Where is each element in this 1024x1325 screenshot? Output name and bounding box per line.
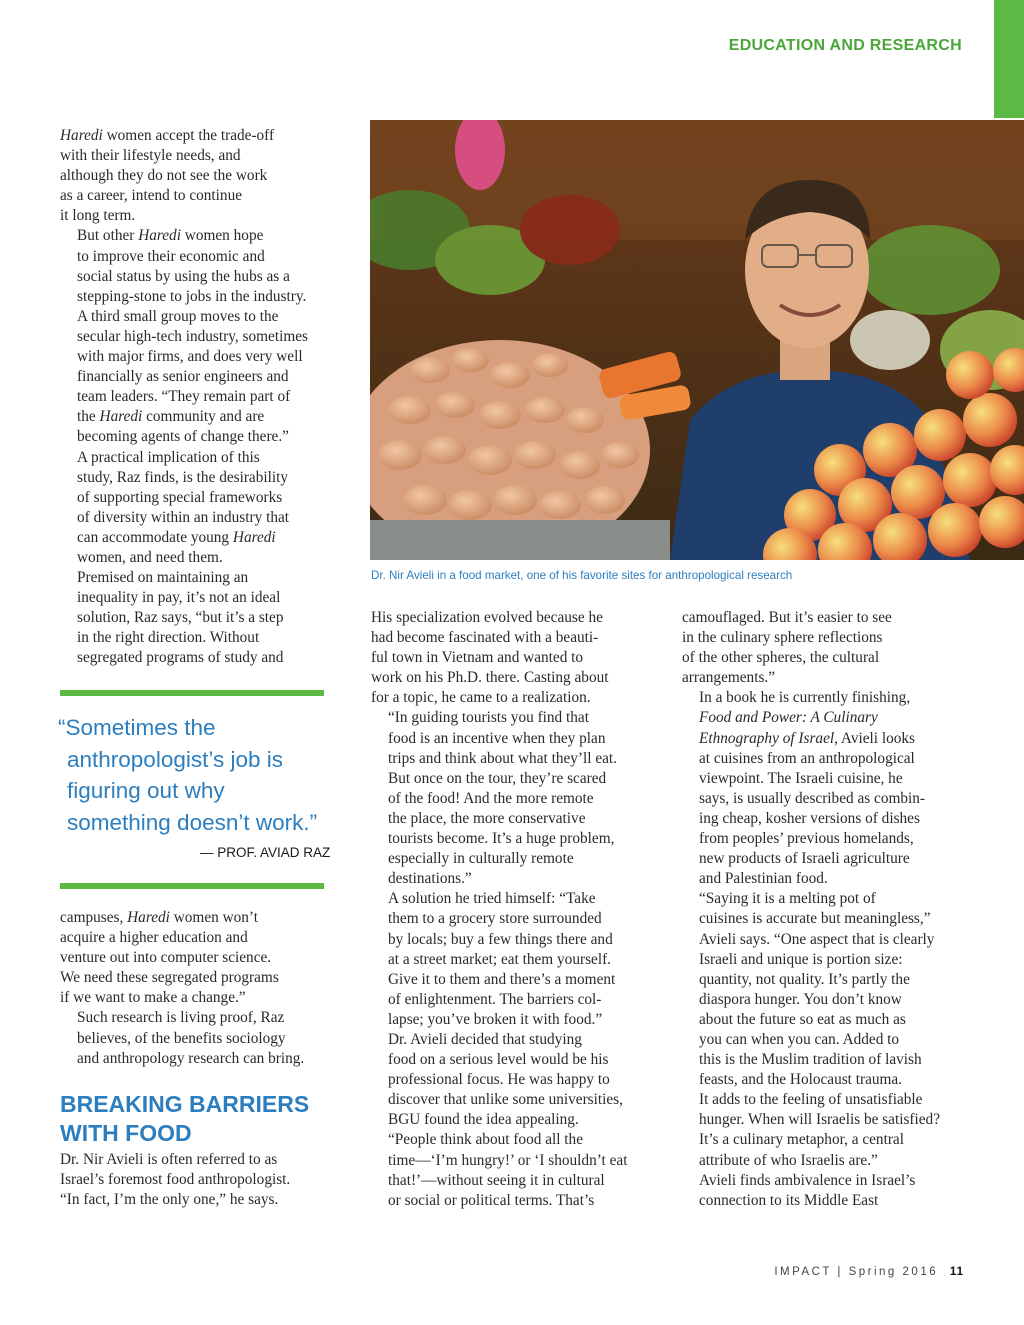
pullquote-rule-bottom <box>60 883 324 889</box>
pullquote-attribution: — PROF. AVIAD RAZ <box>200 845 331 860</box>
text-line: stepping-stone to jobs in the industry. <box>77 287 307 305</box>
text-line: women, and need them. <box>77 548 223 566</box>
paragraph <box>682 608 967 688</box>
text-line: about the future so eat as much as <box>699 1010 906 1028</box>
text-line: connection to its Middle East <box>699 1191 879 1209</box>
text-line: of the other spheres, the cultural <box>682 649 880 667</box>
text-line: viewpoint. The Israeli cuisine, he <box>699 769 903 787</box>
text-line: of the food! And the more remote <box>388 789 594 807</box>
text-line: believes, of the benefits sociology <box>77 1029 286 1047</box>
photo-caption: Dr. Nir Avieli in a food market, one of his favorite sites for anthropological research <box>371 569 793 582</box>
text-line: and anthropology research can bring. <box>77 1049 305 1067</box>
pullquote-rule-top <box>60 690 324 696</box>
text-line: It adds to the feeling of unsatisfiable <box>699 1091 923 1109</box>
text-line: study, Raz finds, is the desirability <box>77 468 289 486</box>
pullquote <box>58 712 338 838</box>
text-line: you can when you can. Added to <box>699 1030 900 1048</box>
text-line: hunger. When will Israelis be satisfied? <box>699 1111 941 1129</box>
text-line: had become fascinated with a beauti- <box>371 629 599 647</box>
text-line: In a book he is currently finishing, <box>699 689 911 707</box>
text-line: and Palestinian food. <box>699 870 828 888</box>
text-line: campuses, Haredi women won’t <box>60 909 258 926</box>
pullquote-line: figuring out why <box>67 778 225 803</box>
pullquote-line: anthropologist’s job is <box>67 746 283 772</box>
text-line: says, is usually described as combin- <box>699 789 926 807</box>
text-line: venture out into computer science. <box>60 949 272 967</box>
text-line: quantity, not quality. It’s partly the <box>699 970 910 988</box>
section-heading <box>60 1090 309 1148</box>
text-line: by locals; buy a few things there and <box>388 930 613 948</box>
text-line: His specialization evolved because he <box>371 609 603 626</box>
text-line: “Saying it is a melting pot of <box>699 890 876 908</box>
text-line: Premised on maintaining an <box>77 569 249 587</box>
text-line: solution, Raz says, “but it’s a step <box>77 609 284 627</box>
text-line: food on a serious level would be his <box>388 1051 609 1069</box>
text-line: new products of Israeli agriculture <box>699 850 910 868</box>
paragraph <box>371 1030 656 1130</box>
paragraph <box>60 226 345 447</box>
pullquote-line: something doesn’t work.” <box>67 809 318 835</box>
text-line: of supporting special frameworks <box>77 488 283 506</box>
text-line: the Haredi community and are <box>77 408 265 426</box>
paragraph <box>60 908 345 1008</box>
paragraph <box>371 889 656 1030</box>
publication-name: IMPACT | Spring 2016 <box>774 1266 939 1278</box>
page-footer <box>774 1266 964 1278</box>
text-line: secular high-tech industry, sometimes <box>77 327 308 345</box>
page-number: 11 <box>949 1266 964 1278</box>
text-line: from peoples’ previous homelands, <box>699 830 914 848</box>
text-line: inequality in pay, it’s not an ideal <box>77 589 281 607</box>
text-line: But once on the tour, they’re scared <box>388 769 607 787</box>
text-line: diaspora hunger. You don’t know <box>699 990 902 1008</box>
text-line: Food and Power: A Culinary <box>699 709 878 727</box>
text-line: social status by using the hubs as a <box>77 267 290 285</box>
text-line: Ethnography of Israel, Avieli looks <box>699 729 916 747</box>
paragraph <box>371 608 656 708</box>
text-line: tourists become. It’s a huge problem, <box>388 830 615 848</box>
heading-line: WITH FOOD <box>60 1120 192 1146</box>
section-tab <box>994 0 1024 118</box>
text-line: or social or political terms. That’s <box>388 1191 595 1209</box>
market-photo <box>370 120 1024 560</box>
text-line: arrangements.” <box>682 669 776 687</box>
body-column-1-top <box>60 126 345 669</box>
text-line: feasts, and the Holocaust trauma. <box>699 1071 903 1089</box>
text-line: A solution he tried himself: “Take <box>388 890 596 908</box>
text-line: “In guiding tourists you find that <box>388 709 589 727</box>
text-line: especially in culturally remote <box>388 850 574 868</box>
text-line: although they do not see the work <box>60 167 268 185</box>
body-column-1-bottom <box>60 908 345 1069</box>
heading-line: BREAKING BARRIERS <box>60 1091 310 1117</box>
text-line: But other Haredi women hope <box>77 227 264 245</box>
text-line: A practical implication of this <box>77 448 260 466</box>
text-line: cuisines is accurate but meaningless,” <box>699 910 931 928</box>
text-line: Haredi women accept the trade-off <box>60 127 275 144</box>
text-line: camouflaged. But it’s easier to see <box>682 609 892 626</box>
paragraph <box>60 1008 345 1068</box>
body-column-1-heading-text <box>60 1150 345 1210</box>
text-line: Avieli says. “One aspect that is clearly <box>699 930 935 948</box>
pullquote-line: “Sometimes the <box>58 715 216 740</box>
paragraph <box>682 1171 967 1211</box>
text-line: trips and think about what they’ll eat. <box>388 749 617 767</box>
market-photo-illustration <box>370 120 1024 560</box>
text-line: Give it to them and there’s a moment <box>388 970 616 988</box>
text-line: can accommodate young Haredi <box>77 528 276 546</box>
text-line: of enlightenment. The barriers col- <box>388 990 602 1008</box>
text-line: discover that unlike some universities, <box>388 1091 623 1109</box>
text-line: acquire a higher education and <box>60 929 248 947</box>
text-line: Avieli finds ambivalence in Israel’s <box>699 1171 916 1189</box>
text-line: time—‘I’m hungry!’ or ‘I shouldn’t eat <box>388 1151 628 1169</box>
text-line: them to a grocery store surrounded <box>388 910 602 928</box>
text-line: in the culinary sphere reflections <box>682 629 883 647</box>
body-column-3 <box>682 608 967 1211</box>
text-line: with their lifestyle needs, and <box>60 147 241 165</box>
text-line: Dr. Avieli decided that studying <box>388 1030 582 1048</box>
text-line: It’s a culinary metaphor, a central <box>699 1131 904 1149</box>
paragraph <box>60 448 345 569</box>
text-line: A third small group moves to the <box>77 307 279 325</box>
paragraph <box>60 1150 345 1210</box>
text-line: Israeli and unique is portion size: <box>699 950 903 968</box>
text-line: Such research is living proof, Raz <box>77 1009 285 1027</box>
text-line: BGU found the idea appealing. <box>388 1111 579 1129</box>
text-line: if we want to make a change.” <box>60 989 246 1007</box>
text-line: Dr. Nir Avieli is often referred to as <box>60 1151 278 1168</box>
paragraph <box>371 708 656 889</box>
text-line: becoming agents of change there.” <box>77 428 289 446</box>
text-line: with major firms, and does very well <box>77 348 303 366</box>
paragraph <box>371 1130 656 1210</box>
text-line: lapse; you’ve broken it with food.” <box>388 1010 603 1028</box>
text-line: in the right direction. Without <box>77 629 260 647</box>
text-line: team leaders. “They remain part of <box>77 388 291 406</box>
text-line: segregated programs of study and <box>77 649 284 667</box>
text-line: at cuisines from an anthropological <box>699 749 915 767</box>
text-line: professional focus. He was happy to <box>388 1071 610 1089</box>
text-line: attribute of who Israelis are.” <box>699 1151 878 1169</box>
text-line: “People think about food all the <box>388 1131 583 1149</box>
text-line: this is the Muslim tradition of lavish <box>699 1051 922 1069</box>
text-line: We need these segregated programs <box>60 969 279 987</box>
paragraph <box>682 688 967 889</box>
text-line: ful town in Vietnam and wanted to <box>371 649 584 667</box>
body-column-2 <box>371 608 656 1211</box>
text-line: financially as senior engineers and <box>77 368 289 386</box>
section-label: EDUCATION AND RESEARCH <box>728 37 962 54</box>
text-line: it long term. <box>60 207 136 225</box>
text-line: the place, the more conservative <box>388 809 586 827</box>
text-line: “In fact, I’m the only one,” he says. <box>60 1191 279 1209</box>
text-line: ing cheap, kosher versions of dishes <box>699 809 920 827</box>
text-line: to improve their economic and <box>77 247 265 265</box>
paragraph <box>60 126 345 226</box>
text-line: of diversity within an industry that <box>77 508 290 526</box>
text-line: destinations.” <box>388 870 472 888</box>
paragraph <box>682 889 967 1170</box>
text-line: work on his Ph.D. there. Casting about <box>371 669 609 687</box>
paragraph <box>60 568 345 668</box>
text-line: for a topic, he came to a realization. <box>371 689 591 707</box>
text-line: food is an incentive when they plan <box>388 729 606 747</box>
text-line: Israel’s foremost food anthropologist. <box>60 1171 291 1189</box>
text-line: at a street market; eat them yourself. <box>388 950 611 968</box>
text-line: as a career, intend to continue <box>60 187 243 205</box>
text-line: that!’—without seeing it in cultural <box>388 1171 605 1189</box>
